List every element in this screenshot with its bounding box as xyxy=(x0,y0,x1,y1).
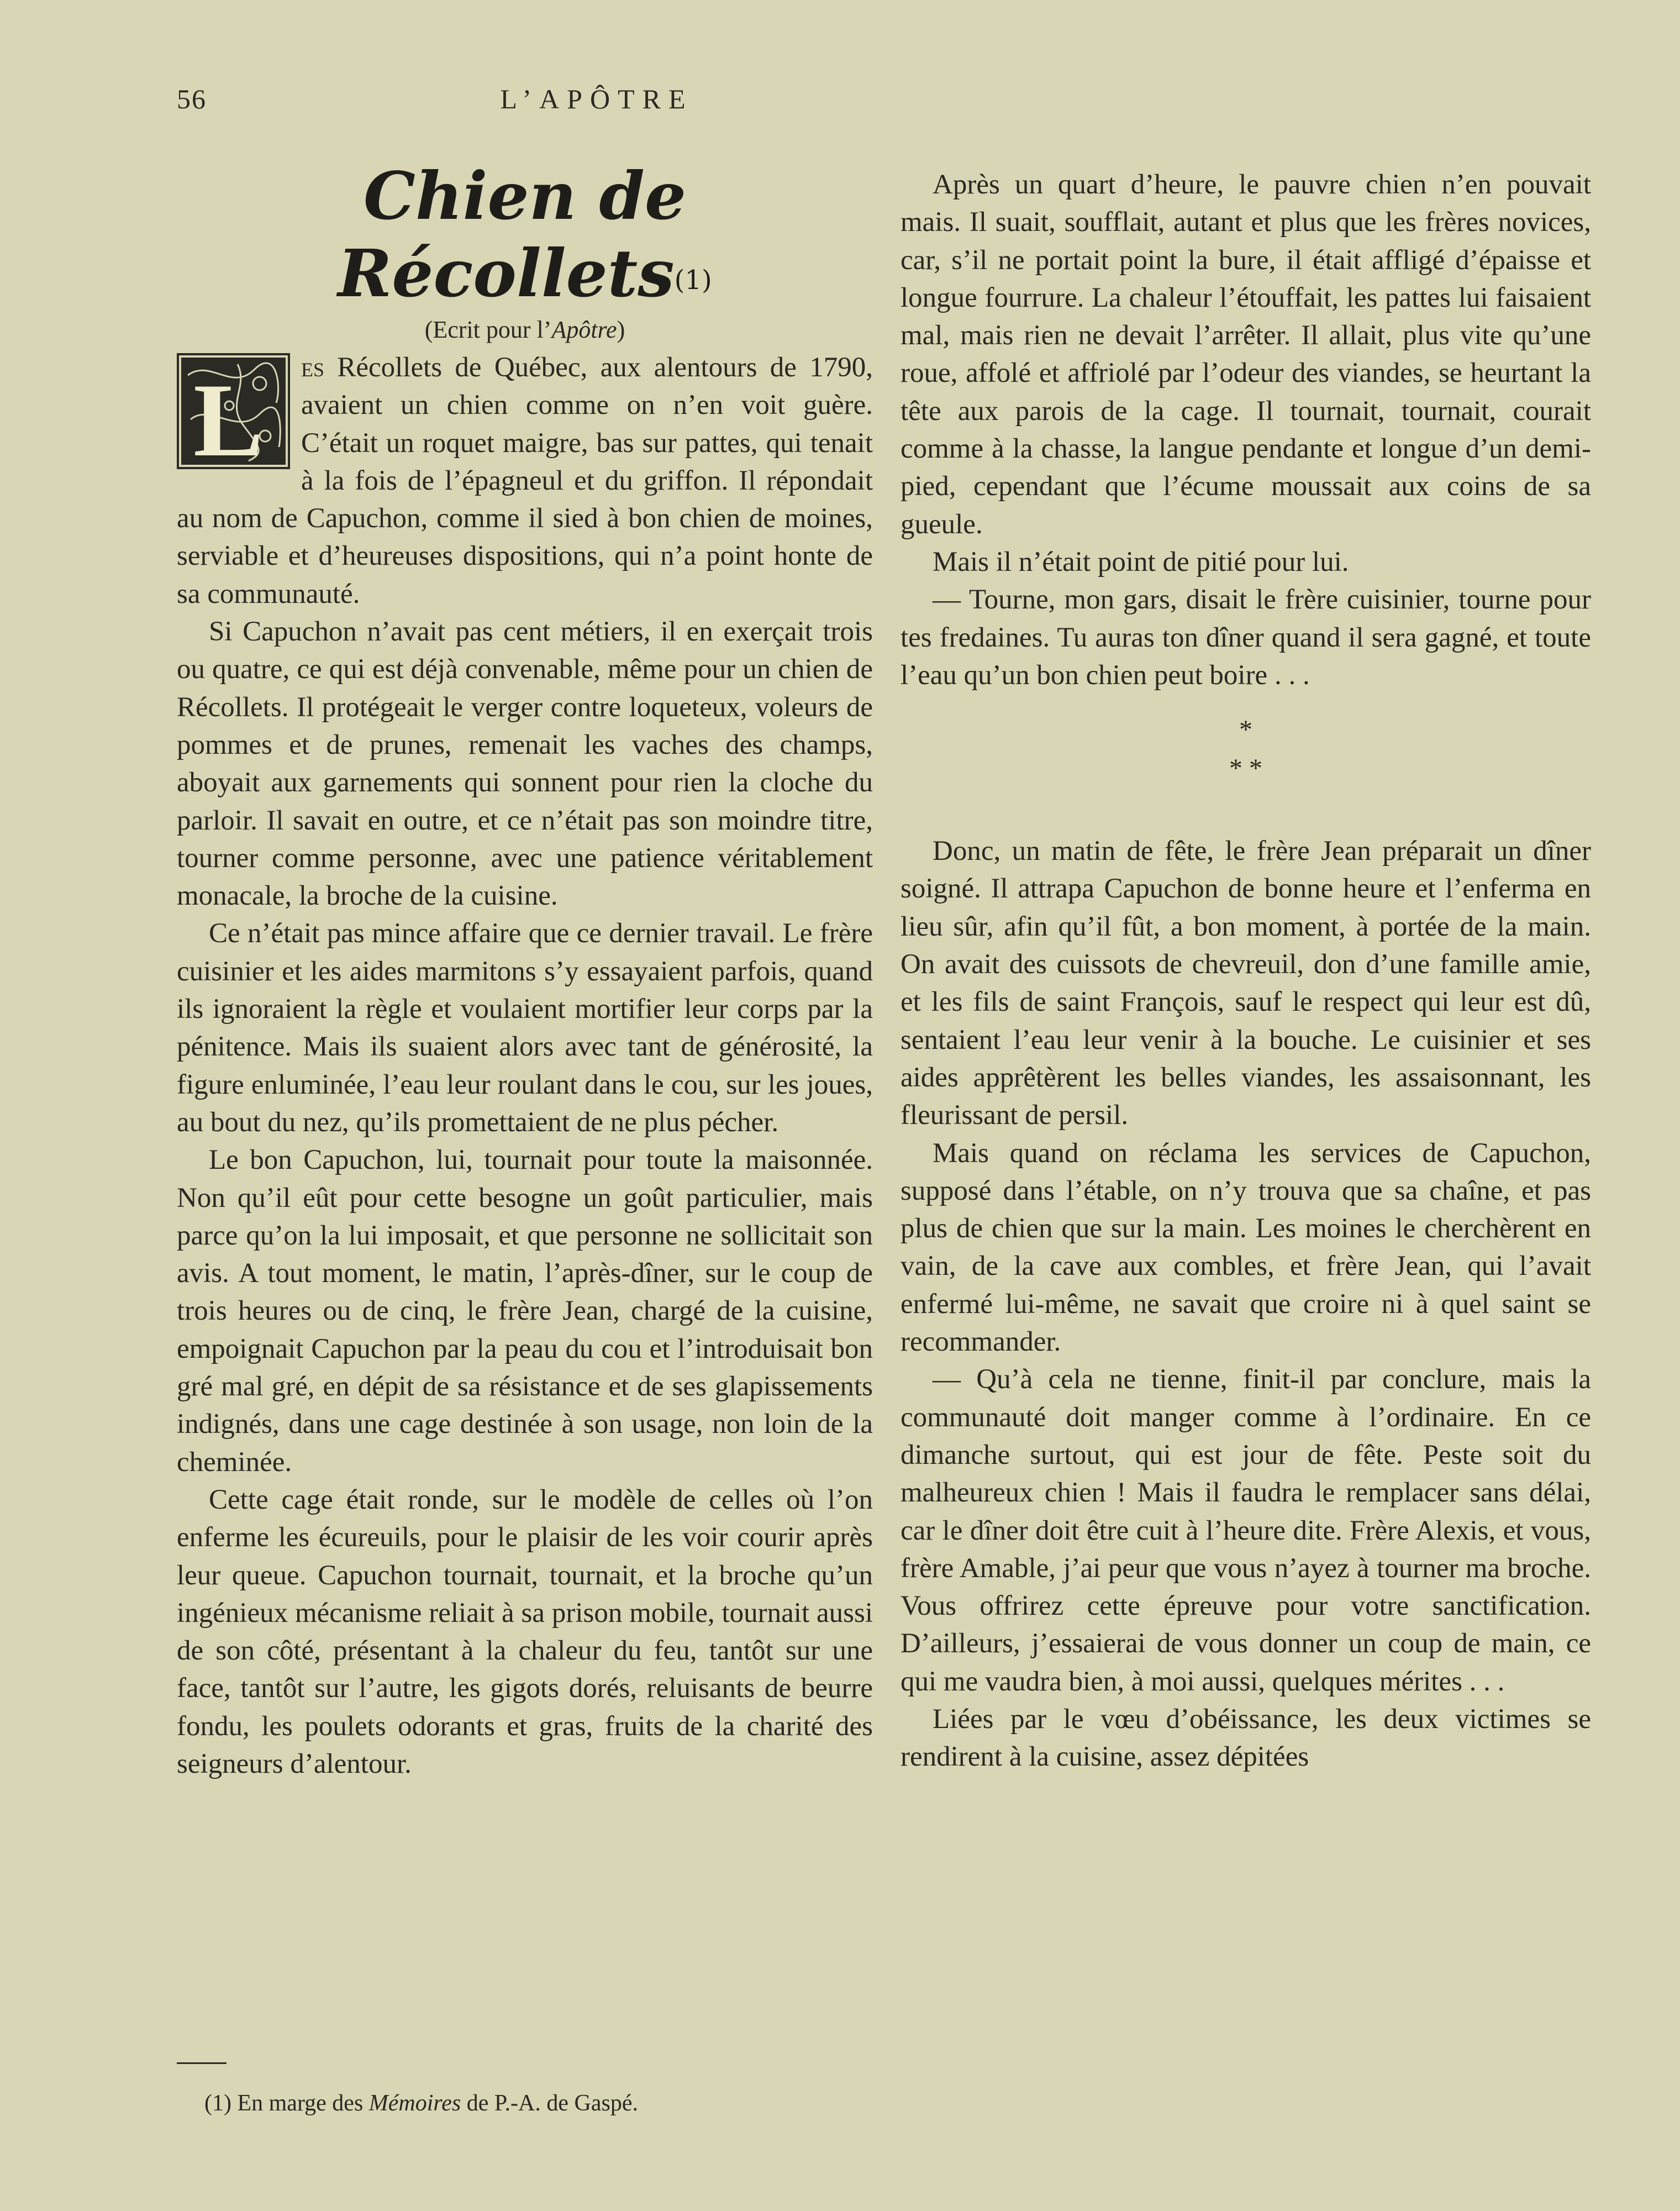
subtitle-suffix: ) xyxy=(617,316,625,343)
first-word-rest: es xyxy=(301,352,325,383)
paragraph-r2: Mais il n’était point de pitié pour lui. xyxy=(933,546,1349,577)
page-number: 56 xyxy=(177,83,207,114)
dropcap-letter: L xyxy=(193,363,264,469)
paragraph-r3: — Tourne, mon gars, disait le frère cuisinier, tourne pour tes fredaines. Tu auras ton dîner quand il sera gagné, et toute l’eau qu’un bon chien peut boire . . . xyxy=(900,584,1591,691)
asterism-bottom: * * xyxy=(1229,754,1262,784)
right-column xyxy=(900,166,1591,1776)
subtitle-prefix: (Ecrit pour l’ xyxy=(424,316,552,343)
title-footnote-ref: (1) xyxy=(674,265,712,296)
paragraph-3: Ce n’était pas mince affaire que ce dernier travail. Le frère cuisinier et les aides marmitons s’y essayaient parfois, quand ils ignoraient la règle et voulaient mortifier leur corps par la pénitence. Mais ils suaient alors avec tant de générosité, la figure enluminée, l’eau leur roulant dans le cou, sur les joues, au bout du nez, qu’ils promettaient de ne plus pécher. xyxy=(177,918,873,1138)
ornamental-dropcap xyxy=(177,353,290,469)
section-break-asterism xyxy=(900,711,1591,788)
left-column xyxy=(177,157,873,1783)
running-head: L’APÔTRE xyxy=(500,83,693,114)
paragraph-r1: Après un quart d’heure, le pauvre chien n’en pouvait mais. Il suait, soufflait, autant et plus que les frères novices, car, s’il ne portait point la bure, il était affligé d’épaisse et longue fourrure. La chaleur l’étouffait, les pattes lui faisaient mal, mais rien ne devait l’arrêter. Il allait, plus vite qu’une roue, affolé et affriolé par l’odeur des viandes, se heurtant la tête aux parois de la cage. Il tournait, tournait, courait comme à la chasse, la langue pendante et longue d’un demi-pied, cependant que l’écume moussait aux coins de sa gueule. xyxy=(900,169,1591,540)
article-title xyxy=(177,157,873,312)
paragraph-5: Cette cage était ronde, sur le modèle de celles où l’on enferme les écureuils, pour le plaisir de les voir courir après leur queue. Capuchon tournait, tournait, et la broche qu’un ingénieux mécanisme reliait à sa prison mobile, tournait aussi de son côté, présentant à la chaleur du feu, tantôt sur une face, tantôt sur l’autre, les gigots dorés, reluisants de beurre fondu, les poulets odorants et gras, fruits de la charité des seigneurs d’alentour. xyxy=(177,1484,873,1779)
footnote-prefix: (1) En marge des xyxy=(204,2091,369,2116)
paragraph-r4: Donc, un matin de fête, le frère Jean préparait un dîner soigné. Il attrapa Capuchon de bonne heure et l’enferma en lieu sûr, afin qu’il fût, a bon moment, à portée de la main. On avait des cuissots de chevreuil, don d’une famille amie, et les fils de saint François, sauf le respect qui leur est dû, sentaient l’eau leur venir à la bouche. Le cuisinier et ses aides apprêtèrent les belles viandes, les assaisonnant, les fleurissant de persil. xyxy=(900,836,1591,1131)
footnote-rule xyxy=(177,2062,227,2064)
article-subtitle xyxy=(177,313,873,346)
paragraph-4: Le bon Capuchon, lui, tournait pour toute la maisonnée. Non qu’il eût pour cette besogne un goût particulier, mais parce qu’on la lui imposait, et que personne ne sollicitait son avis. A tout moment, le matin, l’après-dîner, sur le coup de trois heures ou de cinq, le frère Jean, chargé de la cuisine, empoignait Capuchon par la peau du cou et l’introduisait bon gré mal gré, en dépit de sa résistance et de ses glapissements indignés, dans une cage destinée à son usage, non loin de la cheminée. xyxy=(177,1144,873,1478)
paragraph-r5: Mais quand on réclama les services de Capuchon, supposé dans l’étable, on n’y trouva que sa chaîne, et pas plus de chien que sur la main. Les moines le cherchèrent en vain, de la cave aux combles, et frère Jean, qui l’avait enfermé lui-même, ne savait que croire ni à quel saint se recommander. xyxy=(900,1137,1591,1358)
subtitle-italic: Apôtre xyxy=(551,316,617,343)
footnote-suffix: de P.-A. de Gaspé. xyxy=(461,2091,638,2116)
dropcap-ornament-icon xyxy=(177,353,290,469)
paragraph-r6: — Qu’à cela ne tienne, finit-il par conclure, mais la communauté doit manger comme à l’ordinaire. En ce dimanche surtout, qui est jour de fête. Peste soit du malheureux chien ! Mais il faudra le remplacer sans délai, car le dîner doit être cuit à l’heure dite. Frère Alexis, et vous, frère Amable, j’ai peur que vous n’ayez à tourner ma broche. Vous offrirez cette épreuve pour votre sanctification. D’ailleurs, j’essaierai de vous donner un coup de main, ce qui me vaudra bien, à moi aussi, quelques mérites . . . xyxy=(900,1364,1591,1697)
footnote xyxy=(204,2088,638,2119)
paragraph-r7: Liées par le vœu d’obéissance, les deux victimes se rendirent à la cuisine, assez dépitées xyxy=(900,1703,1591,1773)
footnote-italic: Mémoires xyxy=(368,2091,461,2116)
paragraph-1-rest: Récollets de Québec, aux alentours de 1790, avaient un chien comme on n’en voit guère. C’était un roquet maigre, bas sur pattes, qui tenait à la fois de l’épagneul et du griffon. Il répondait au nom de Capuchon, comme il sied à bon chien de moines, serviable et d’heureuses dispositions, qui n’a point honte de sa communauté. xyxy=(177,352,873,610)
paragraph-1 xyxy=(177,349,873,613)
article-title-text: Chien de Récollets xyxy=(338,157,687,312)
asterism-top: * xyxy=(1239,715,1252,745)
page-header xyxy=(177,83,1017,122)
paragraph-2: Si Capuchon n’avait pas cent métiers, il en exerçait trois ou quatre, ce qui est déjà convenable, même pour un chien de Récollets. Il protégeait le verger contre loqueteux, voleurs de pommes et de prunes, remenait les vaches des champs, aboyait aux garnements qui sonnent pour rien la cloche du parloir. Il savait en outre, et ce n’était pas son moindre titre, tourner comme personne, avec une patience véritablement monacale, la broche de la cuisine. xyxy=(177,616,873,912)
